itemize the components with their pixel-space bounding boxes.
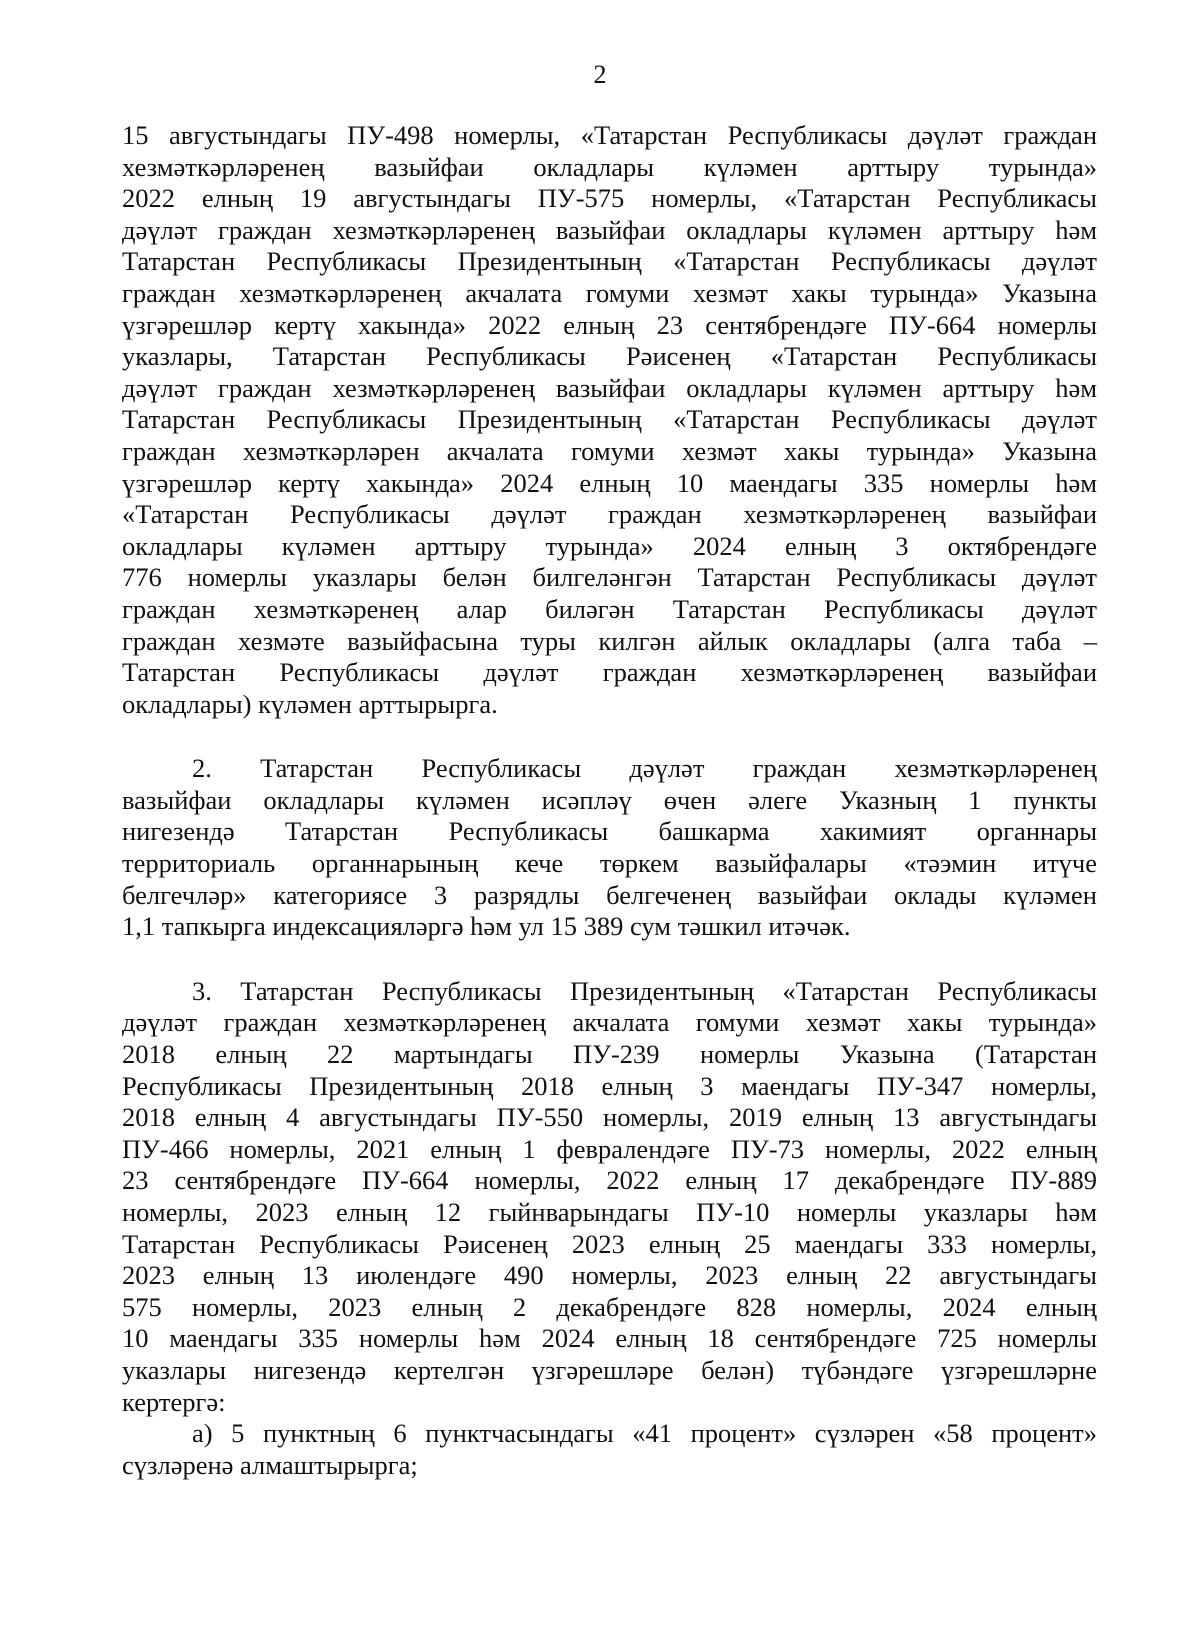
paragraph-4	[122, 1418, 1097, 1481]
text-line: ПУ-466 номерлы, 2021 елның 1 февралендәге ПУ-73 номерлы, 2022 елның	[122, 1133, 1097, 1164]
text-line: кертергә:	[122, 1386, 226, 1417]
text-line: 2023 елның 13 июлендәге 490 номерлы, 2023 елның 22 августындагы	[122, 1260, 1097, 1291]
paragraph-3	[122, 976, 1097, 1418]
text-line: «Татарстан Республикасы дәүләт граждан хезмәткәрләренең вазыйфаи	[122, 499, 1097, 530]
text-line: граждан хезмәте вазыйфасына туры килгән айлык окладлары (алга таба –	[122, 625, 1097, 656]
text-line: дәүләт граждан хезмәткәрләренең вазыйфаи окладлары күләмен арттыру һәм	[122, 214, 1097, 245]
paragraph-2	[122, 753, 1097, 943]
document-body	[122, 120, 1097, 1481]
text-line: 23 сентябрендәге ПУ-664 номерлы, 2022 елның 17 декабрендәге ПУ-889	[122, 1165, 1097, 1196]
text-line: дәүләт граждан хезмәткәрләренең акчалата гомуми хезмәт хакы турында»	[122, 1007, 1097, 1038]
text-line: Республикасы Президентының 2018 елның 3 маендагы ПУ-347 номерлы,	[122, 1070, 1097, 1101]
text-line: вазыйфаи окладлары күләмен исәпләү өчен әлеге Указның 1 пункты	[122, 784, 1097, 815]
text-line: 2. Татарстан Республикасы дәүләт граждан хезмәткәрләренең	[192, 753, 1097, 784]
text-line: 2022 елның 19 августындагы ПУ-575 номерлы, «Татарстан Республикасы	[122, 183, 1097, 214]
text-line: 575 номерлы, 2023 елның 2 декабрендәге 828 номерлы, 2024 елның	[122, 1291, 1097, 1322]
text-line: Татарстан Республикасы Рәисенең 2023 елның 25 маендагы 333 номерлы,	[122, 1228, 1097, 1259]
text-line: сүзләренә алмаштырырга;	[122, 1449, 418, 1480]
text-line: граждан хезмәткәренең алар биләгән Татарстан Республикасы дәүләт	[122, 593, 1097, 624]
text-line: нигезендә Татарстан Республикасы башкарма хакимият органнары	[122, 816, 1097, 847]
text-line: дәүләт граждан хезмәткәрләренең вазыйфаи окладлары күләмен арттыру һәм	[122, 372, 1097, 403]
text-line: Татарстан Республикасы дәүләт граждан хезмәткәрләренең вазыйфаи	[122, 657, 1097, 688]
text-line: указлары нигезендә кертелгән үзгәрешләре белән) түбәндәге үзгәрешләрне	[122, 1354, 1097, 1385]
text-line: Татарстан Республикасы Президентының «Татарстан Республикасы дәүләт	[122, 404, 1097, 435]
text-line: үзгәрешләр кертү хакында» 2024 елның 10 маендагы 335 номерлы һәм	[122, 467, 1097, 498]
text-line: указлары, Татарстан Республикасы Рәисенең «Татарстан Республикасы	[122, 341, 1097, 372]
text-line: үзгәрешләр кертү хакында» 2022 елның 23 сентябрендәге ПУ-664 номерлы	[122, 309, 1097, 340]
paragraph-spacer	[122, 720, 1097, 753]
paragraph-1	[122, 120, 1097, 720]
text-line: 2018 елның 4 августындагы ПУ-550 номерлы, 2019 елның 13 августындагы	[122, 1102, 1097, 1133]
paragraph-spacer	[122, 943, 1097, 976]
text-line: 10 маендагы 335 номерлы һәм 2024 елның 18 сентябрендәге 725 номерлы	[122, 1323, 1097, 1354]
text-line: белгечләр» категориясе 3 разрядлы белгеченең вазыйфаи оклады күләмен	[122, 879, 1097, 910]
text-line: а) 5 пунктның 6 пунктчасындагы «41 процент» сүзләрен «58 процент»	[192, 1418, 1097, 1449]
text-line: окладлары күләмен арттыру турында» 2024 елның 3 октябрендәге	[122, 530, 1097, 561]
text-line: номерлы, 2023 елның 12 гыйнварындагы ПУ-10 номерлы указлары һәм	[122, 1197, 1097, 1227]
text-line: 1,1 тапкырга индексацияләргә һәм ул 15 389 сум тәшкил итәчәк.	[122, 911, 851, 942]
text-line: окладлары) күләмен арттырырга.	[122, 688, 498, 719]
text-line: 3. Татарстан Республикасы Президентының «Татарстан Республикасы	[192, 975, 1097, 1006]
text-line: 15 августындагы ПУ-498 номерлы, «Татарстан Республикасы дәүләт граждан	[122, 120, 1097, 150]
text-line: хезмәткәрләренең вазыйфаи окладлары күләмен арттыру турында»	[122, 151, 1097, 182]
text-line: Татарстан Республикасы Президентының «Татарстан Республикасы дәүләт	[122, 246, 1097, 277]
text-line: территориаль органнарының кече төркем вазыйфалары «тәэмин итүче	[122, 848, 1097, 879]
text-line: граждан хезмәткәрләрен акчалата гомуми хезмәт хакы турында» Указына	[122, 435, 1097, 466]
text-line: 2018 елның 22 мартындагы ПУ-239 номерлы Указына (Татарстан	[122, 1039, 1097, 1070]
page-number: 2	[593, 60, 607, 89]
text-line: 776 номерлы указлары белән билгеләнгән Татарстан Республикасы дәүләт	[122, 562, 1097, 593]
text-line: граждан хезмәткәрләренең акчалата гомуми хезмәт хакы турында» Указына	[122, 277, 1097, 308]
